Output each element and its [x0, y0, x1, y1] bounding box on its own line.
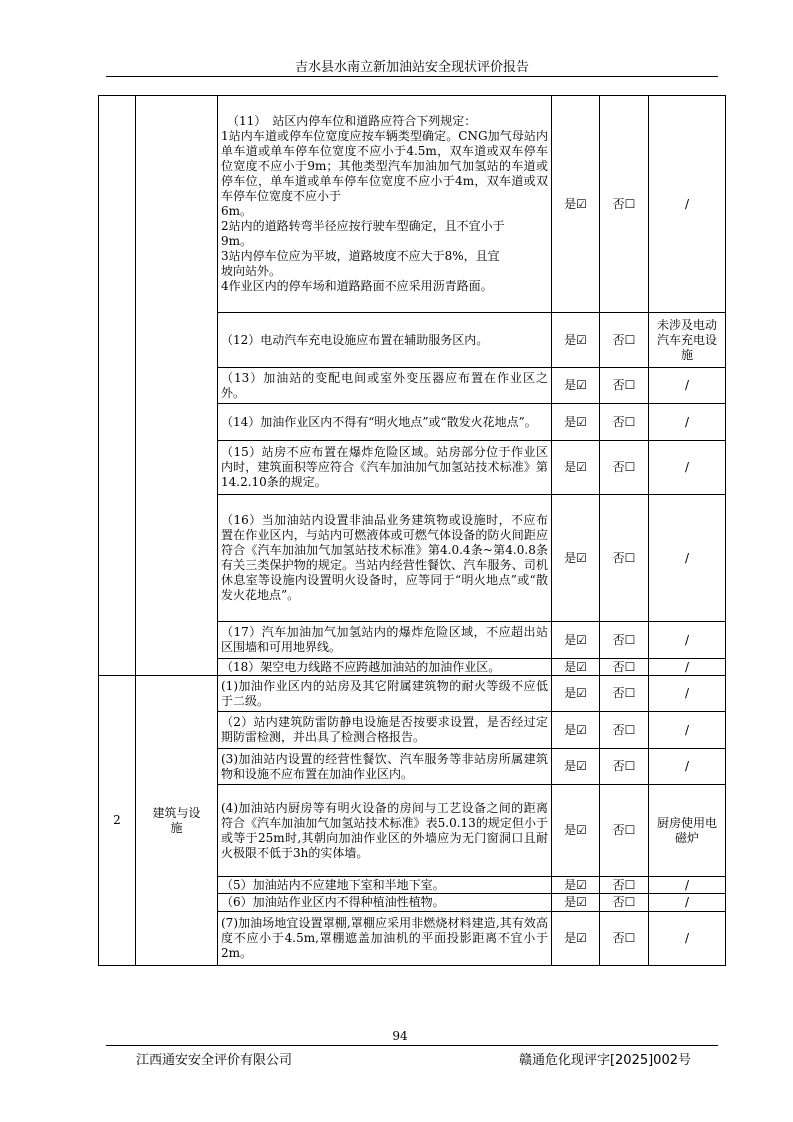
yes-checked-mark: 是☑	[564, 378, 587, 392]
no-unchecked-mark: 否☐	[612, 823, 636, 837]
no-checkbox-cell	[600, 712, 649, 749]
yes-checked-mark: 是☑	[564, 414, 587, 429]
remark-cell: /	[649, 877, 726, 894]
no-unchecked-mark: 否☐	[612, 722, 636, 737]
yes-checkbox-cell	[552, 96, 600, 313]
check-item-text: (4)加油站内厨房等有明火设备的房间与工艺设备之间的距离符合《汽车加油加气加氢站技术标准》表5.0.13的规定但小于或等于25m时,其朝向加油作业区的外墙应为无门窗洞口且耐火极限不低于3h的实体墙。	[218, 785, 552, 877]
section-1-number-cell	[99, 96, 136, 676]
no-unchecked-mark: 否☐	[612, 659, 636, 674]
check-item-text: (1)加油作业区内的站房及其它附属建筑物的耐火等级不应低于二级。	[218, 676, 552, 712]
check-item-line: 9m。	[221, 234, 253, 248]
remark-cell: /	[649, 659, 726, 676]
remark-cell: /	[649, 404, 726, 441]
yes-checkbox-cell	[552, 622, 600, 659]
yes-checkbox-cell	[552, 495, 600, 622]
yes-checkbox-cell	[552, 877, 600, 894]
check-item-line: 4作业区内的停车场和道路路面不应采用沥青路面。	[221, 279, 493, 293]
yes-checkbox-cell	[552, 313, 600, 368]
yes-checked-mark: 是☑	[564, 877, 587, 892]
check-item-text: (7)加油场地宜设置罩棚,罩棚应采用非燃烧材料建造,其有效高度不应小于4.5m,罩棚遮盖加油机的平面投影距离不宜小于2m。	[218, 912, 552, 966]
check-item-text: (3)加油站内设置的经营性餐饮、汽车服务等非站房所属建筑物和设施不应布置在加油作业区内。	[218, 749, 552, 785]
no-checkbox-cell	[600, 622, 649, 659]
no-checkbox-cell	[600, 785, 649, 877]
table-row	[99, 676, 726, 712]
no-unchecked-mark: 否☐	[612, 460, 636, 474]
report-header-title: 吉水县水南立新加油站安全现状评价报告	[294, 60, 529, 75]
no-checkbox-cell	[600, 877, 649, 894]
evaluation-checklist-table	[98, 95, 726, 966]
check-item-text: （5）加油站内不应建地下室和半地下室。	[218, 877, 552, 894]
remark-cell: /	[649, 622, 726, 659]
table-row	[99, 96, 726, 313]
no-checkbox-cell	[600, 368, 649, 404]
remark-cell: /	[649, 912, 726, 966]
check-item-text: （13）加油站的变配电间或室外变压器应布置在作业区之外。	[218, 368, 552, 404]
yes-checked-mark: 是☑	[564, 823, 587, 837]
yes-checked-mark: 是☑	[564, 686, 587, 700]
check-item-text	[218, 96, 552, 313]
no-unchecked-mark: 否☐	[612, 332, 636, 347]
no-checkbox-cell	[600, 495, 649, 622]
yes-checkbox-cell	[552, 676, 600, 712]
check-item-text: （6）加油站作业区内不得种植油性植物。	[218, 894, 552, 912]
no-unchecked-mark: 否☐	[612, 378, 636, 392]
check-item-line: 2站内的道路转弯半径应按行驶车型确定，且不宜小于	[221, 219, 505, 233]
remark-cell: /	[649, 894, 726, 912]
section-2-number: 2	[99, 676, 136, 966]
yes-checkbox-cell	[552, 712, 600, 749]
yes-checked-mark: 是☑	[564, 659, 587, 674]
page-number: 94	[392, 1029, 408, 1043]
yes-checkbox-cell	[552, 441, 600, 495]
no-checkbox-cell	[600, 313, 649, 368]
check-item-text: （16）当加油站内设置非油品业务建筑物或设施时，不应布置在作业区内，与站内可燃液体或可燃气体设备的防火间距应符合《汽车加油加气加氢站技术标准》第4.0.4条~第4.0.8条有关三类保护物的规定。当站内经营性餐饮、汽车服务、司机休息室等设施内设置明火设备时，应等同于“明火地点”或“散发火花地点”。	[218, 495, 552, 622]
no-unchecked-mark: 否☐	[612, 759, 636, 773]
no-checkbox-cell	[600, 676, 649, 712]
header-divider	[106, 76, 718, 77]
remark-cell: /	[649, 368, 726, 404]
section-2-category: 建筑与设施	[136, 676, 218, 966]
check-item-text: （12）电动汽车充电设施应布置在辅助服务区内。	[218, 313, 552, 368]
no-unchecked-mark: 否☐	[612, 895, 636, 909]
check-item-line: 1站内车道或停车位宽度应按车辆类型确定。CNG加气母站内单车道或单车停车位宽度不应小于4.5m，双车道或双车停车位宽度不应小于9m；其他类型汽车加油加气加氢站的车道或停车位，单车道或单车停车位宽度不应小于4m，双车道或双车停车位宽度不应小于	[221, 129, 548, 203]
check-item-text: （18）架空电力线路不应跨越加油站的加油作业区。	[218, 659, 552, 676]
yes-checkbox-cell	[552, 894, 600, 912]
no-checkbox-cell	[600, 894, 649, 912]
yes-checked-mark: 是☑	[564, 632, 587, 647]
yes-checked-mark: 是☑	[564, 332, 587, 347]
yes-checked-mark: 是☑	[564, 722, 587, 737]
remark-cell: /	[649, 441, 726, 495]
no-checkbox-cell	[600, 659, 649, 676]
no-checkbox-cell	[600, 912, 649, 966]
yes-checkbox-cell	[552, 368, 600, 404]
remark-cell: /	[649, 749, 726, 785]
footer-divider	[106, 1045, 718, 1046]
yes-checkbox-cell	[552, 749, 600, 785]
no-checkbox-cell	[600, 404, 649, 441]
no-unchecked-mark: 否☐	[612, 196, 636, 211]
no-checkbox-cell	[600, 96, 649, 313]
no-unchecked-mark: 否☐	[612, 414, 636, 429]
yes-checked-mark: 是☑	[564, 759, 587, 773]
yes-checked-mark: 是☑	[564, 895, 587, 909]
check-item-text: （2）站内建筑防雷防静电设施是否按要求设置，是否经过定期防雷检测，并出具了检测合格报告。	[218, 712, 552, 749]
remark-cell: /	[649, 96, 726, 313]
check-item-line: （11） 站区内停车位和道路应符合下列规定：	[227, 114, 477, 128]
remark-cell: 厨房使用电磁炉	[649, 785, 726, 877]
check-item-line: 坡向站外。	[221, 264, 282, 278]
no-unchecked-mark: 否☐	[612, 686, 636, 700]
remark-cell: /	[649, 712, 726, 749]
no-unchecked-mark: 否☐	[612, 931, 636, 945]
no-checkbox-cell	[600, 749, 649, 785]
check-item-line: 3站内停车位应为平坡，道路坡度不应大于8%，且宜	[221, 249, 500, 263]
yes-checked-mark: 是☑	[564, 550, 587, 565]
check-item-text: （14）加油作业区内不得有“明火地点”或“散发火花地点”。	[218, 404, 552, 441]
no-unchecked-mark: 否☐	[612, 632, 636, 647]
no-checkbox-cell	[600, 441, 649, 495]
yes-checkbox-cell	[552, 785, 600, 877]
footer-company: 江西通安安全评价有限公司	[136, 1053, 293, 1068]
section-1-category-cell	[136, 96, 218, 676]
yes-checkbox-cell	[552, 912, 600, 966]
yes-checked-mark: 是☑	[564, 196, 587, 211]
remark-cell: /	[649, 676, 726, 712]
yes-checkbox-cell	[552, 659, 600, 676]
yes-checked-mark: 是☑	[564, 931, 587, 945]
check-item-line: 6m。	[221, 204, 253, 218]
check-item-text: （15）站房不应布置在爆炸危险区域。站房部分位于作业区内时，建筑面积等应符合《汽车加油加气加氢站技术标准》第14.2.10条的规定。	[218, 441, 552, 495]
remark-cell: 未涉及电动汽车充电设施	[649, 313, 726, 368]
no-unchecked-mark: 否☐	[612, 877, 636, 892]
remark-cell: /	[649, 495, 726, 622]
footer-doc-number: 赣通危化现评字[2025]002号	[518, 1053, 691, 1068]
yes-checked-mark: 是☑	[564, 460, 587, 474]
check-item-text: （17）汽车加油加气加氢站内的爆炸危险区域，不应超出站区围墙和可用地界线。	[218, 622, 552, 659]
yes-checkbox-cell	[552, 404, 600, 441]
no-unchecked-mark: 否☐	[612, 550, 636, 565]
